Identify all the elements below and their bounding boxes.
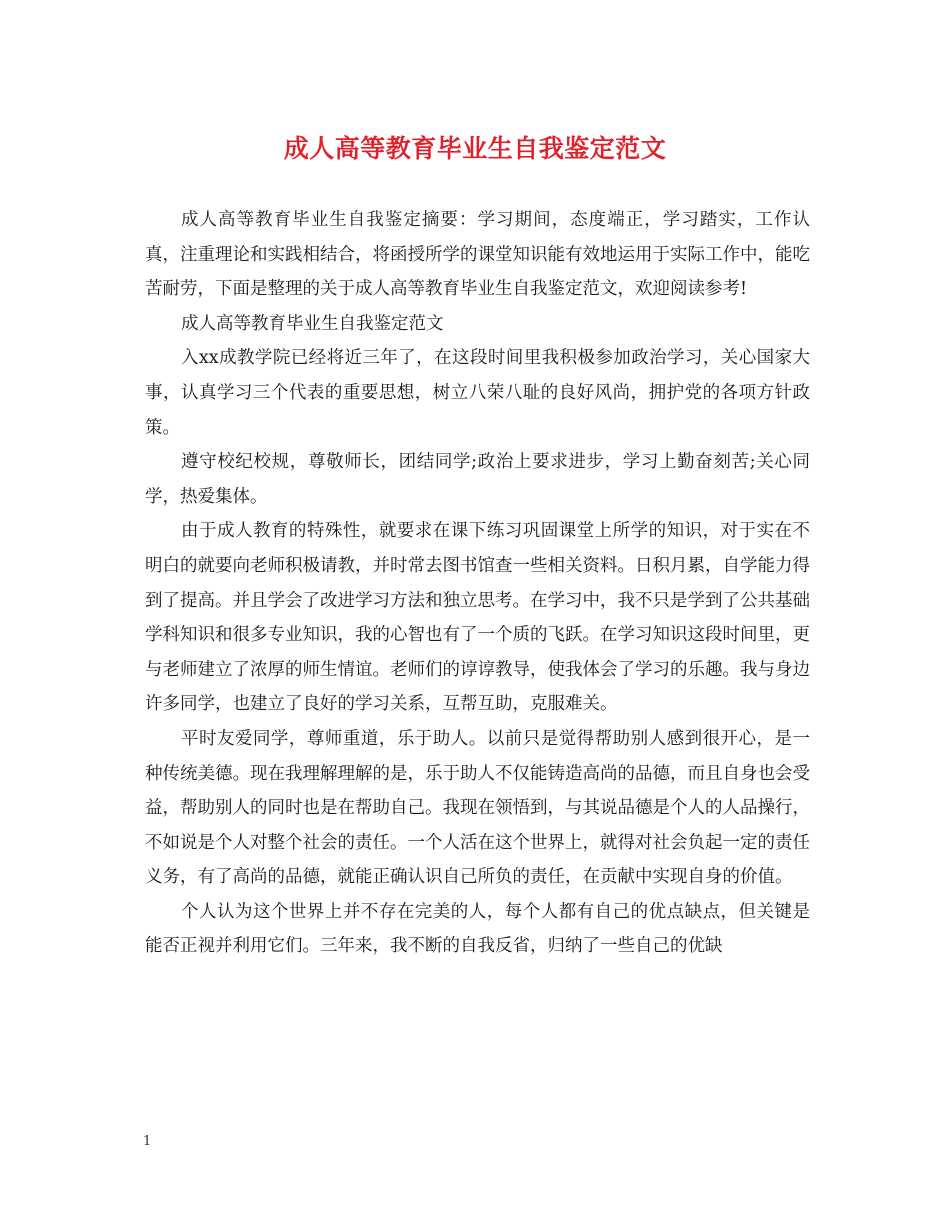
- document-title: 成人高等教育毕业生自我鉴定范文: [283, 134, 667, 163]
- paragraph-subtitle: 成人高等教育毕业生自我鉴定范文: [181, 313, 444, 334]
- paragraph: 遵守校纪校规，尊敬师长，团结同学;政治上要求进步，学习上勤奋刻苦;关心同学，热爱集体。: [145, 452, 810, 507]
- document-body: [145, 203, 810, 964]
- paragraph: 个人认为这个世界上并不存在完美的人，每个人都有自己的优点缺点，但关键是能否正视并利用它们。三年来，我不断的自我反省，归纳了一些自己的优缺: [145, 901, 810, 957]
- page-number: 1: [143, 1134, 152, 1149]
- paragraph: 入xx成教学院已经将近三年了，在这段时间里我积极参加政治学习，关心国家大事，认真学习三个代表的重要思想，树立八荣八耻的良好风尚，拥护党的各项方针政策。: [145, 348, 810, 438]
- paragraph-abstract: 成人高等教育毕业生自我鉴定摘要：学习期间，态度端正，学习踏实，工作认真，注重理论和实践相结合，将函授所学的课堂知识能有效地运用于实际工作中，能吃苦耐劳，下面是整理的关于成人高等教育毕业生自我鉴定范文，欢迎阅读参考!: [145, 210, 810, 300]
- paragraph: 由于成人教育的特殊性，就要求在课下练习巩固课堂上所学的知识，对于实在不明白的就要向老师积极请教，并时常去图书馆查一些相关资料。日积月累，自学能力得到了提高。并且学会了改进学习方法和独立思考。在学习中，我不只是学到了公共基础学科知识和很多专业知识，我的心智也有了一个质的飞跃。在学习知识这段时间里，更与老师建立了浓厚的师生情谊。老师们的谆谆教导，使我体会了学习的乐趣。我与身边许多同学，也建立了良好的学习关系，互帮互助，克服难关。: [145, 521, 810, 715]
- paragraph: 平时友爱同学，尊师重道，乐于助人。以前只是觉得帮助别人感到很开心，是一种传统美德。现在我理解理解的是，乐于助人不仅能铸造高尚的品德，而且自身也会受益，帮助别人的同时也是在帮助自己。我现在领悟到，与其说品德是个人的人品操行，不如说是个人对整个社会的责任。一个人活在这个世界上，就得对社会负起一定的责任义务，有了高尚的品德，就能正确认识自己所负的责任，在贡献中实现自身的价值。: [145, 728, 810, 888]
